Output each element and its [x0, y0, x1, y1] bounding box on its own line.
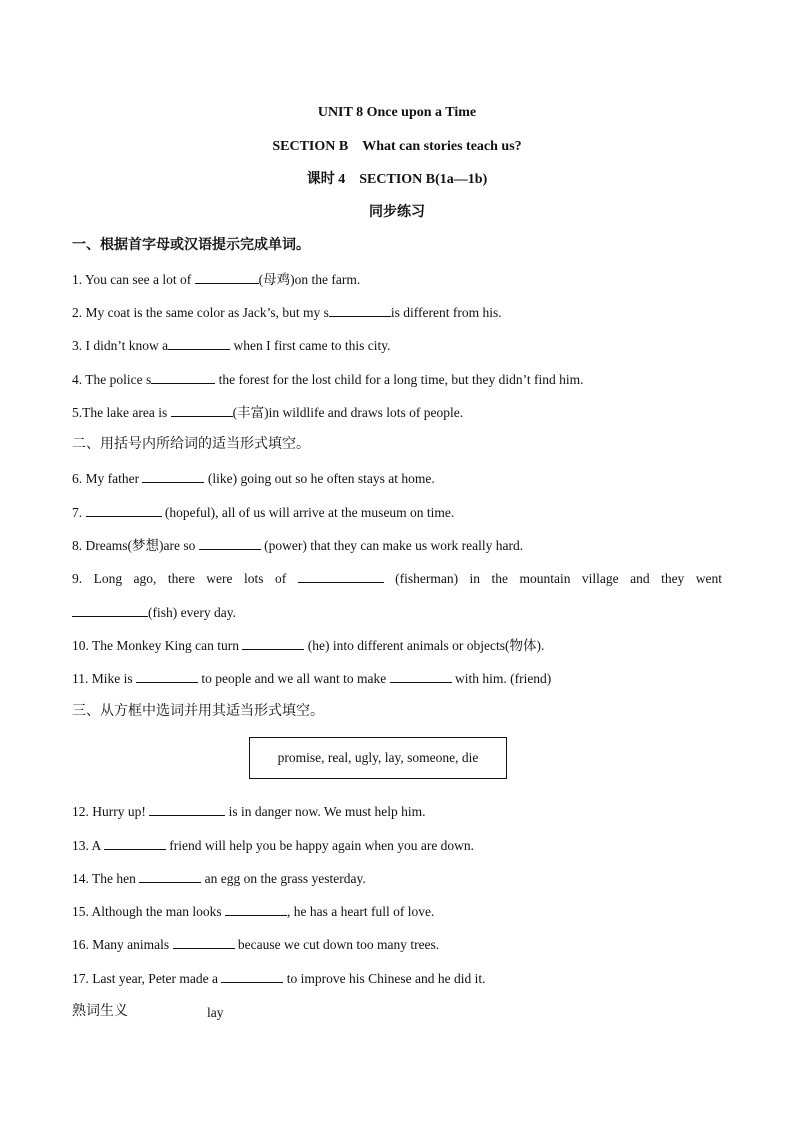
q10-text-a: 10. The Monkey King can turn — [72, 638, 243, 653]
q10-text-b: (he) into different animals or objects(物体). — [304, 638, 545, 653]
q14-text-a: 14. The hen — [72, 871, 140, 886]
question-15 — [72, 903, 434, 921]
question-11 — [72, 670, 551, 688]
question-14 — [72, 870, 366, 888]
q17-blank[interactable] — [221, 970, 283, 983]
question-2 — [72, 304, 502, 322]
q5-blank[interactable] — [171, 404, 233, 417]
question-5 — [72, 404, 463, 422]
lesson-title: 课时 4 SECTION B(1a—1b) — [306, 172, 488, 187]
q6-text-a: 6. My father — [72, 471, 143, 486]
q4-text-a: 4. The police s — [72, 372, 152, 387]
q11-text-a: 11. Mike is — [72, 671, 136, 686]
question-6 — [72, 470, 435, 488]
q4-blank[interactable] — [151, 371, 215, 384]
q9-text-a: 9. Long ago, there were lots of — [72, 571, 298, 586]
familiar-word: lay — [207, 1005, 224, 1020]
q8-blank[interactable] — [199, 537, 261, 550]
question-9-line1 — [72, 570, 722, 588]
q15-blank[interactable] — [225, 903, 287, 916]
word-box — [249, 737, 507, 779]
part2-heading: 二、用括号内所给词的适当形式填空。 — [72, 437, 310, 452]
q14-blank[interactable] — [139, 870, 201, 883]
question-9-line2 — [72, 604, 236, 622]
q16-text-b: because we cut down too many trees. — [234, 937, 440, 952]
q15-text-b: , he has a heart full of love. — [287, 904, 435, 919]
question-7 — [72, 504, 454, 522]
q6-text-b: (like) going out so he often stays at home. — [204, 471, 435, 486]
part3-heading: 三、从方框中选词并用其适当形式填空。 — [72, 704, 324, 719]
section-title: SECTION B What can stories teach us? — [272, 139, 522, 154]
q2-text-b: is different from his. — [390, 305, 502, 320]
q1-blank[interactable] — [195, 271, 259, 284]
q9-text-c: (fish) every day. — [148, 605, 236, 620]
q8-text-a: 8. Dreams(梦想)are so — [72, 538, 199, 553]
question-10 — [72, 637, 544, 655]
familiar-word-label: 熟词生义 — [72, 1004, 128, 1019]
q11-text-c: with him. (friend) — [451, 671, 552, 686]
q3-blank[interactable] — [168, 337, 230, 350]
q16-text-a: 16. Many animals — [72, 937, 173, 952]
q7-text-a: 7. — [72, 505, 86, 520]
q5-text-b: (丰富)in wildlife and draws lots of people. — [232, 405, 464, 420]
q10-blank[interactable] — [242, 637, 304, 650]
practice-title: 同步练习 — [369, 205, 425, 220]
q13-text-a: 13. A — [72, 838, 104, 853]
q12-blank[interactable] — [149, 803, 225, 816]
q15-text-a: 15. Although the man looks — [72, 904, 225, 919]
q1-text-b: (母鸡)on the farm. — [258, 272, 361, 287]
question-4 — [72, 371, 584, 389]
question-16 — [72, 936, 439, 954]
q17-text-b: to improve his Chinese and he did it. — [283, 971, 486, 986]
q4-text-b: the forest for the lost child for a long time, but they didn’t find him. — [215, 372, 584, 387]
q1-text-a: 1. You can see a lot of — [72, 272, 195, 287]
q7-blank[interactable] — [86, 504, 162, 517]
q14-text-b: an egg on the grass yesterday. — [201, 871, 366, 886]
question-3 — [72, 337, 390, 355]
q9-blank-1[interactable] — [298, 570, 384, 583]
q16-blank[interactable] — [173, 936, 235, 949]
q7-text-b: (hopeful), all of us will arrive at the museum on time. — [161, 505, 455, 520]
q8-text-b: (power) that they can make us work really hard. — [260, 538, 524, 553]
q3-text-a: 3. I didn’t know a — [72, 338, 169, 353]
q12-text-b: is in danger now. We must help him. — [225, 804, 426, 819]
q11-blank-2[interactable] — [390, 670, 452, 683]
q11-blank-1[interactable] — [136, 670, 198, 683]
q13-text-b: friend will help you be happy again when you are down. — [165, 838, 475, 853]
word-box-text: promise, real, ugly, lay, someone, die — [277, 750, 479, 765]
question-13 — [72, 837, 474, 855]
question-1 — [72, 271, 360, 289]
question-8 — [72, 537, 523, 555]
q2-text-a: 2. My coat is the same color as Jack’s, but my s — [72, 305, 329, 320]
q11-text-b: to people and we all want to make — [198, 671, 390, 686]
question-17 — [72, 970, 486, 988]
q17-text-a: 17. Last year, Peter made a — [72, 971, 222, 986]
q2-blank[interactable] — [329, 304, 391, 317]
q3-text-b: when I first came to this city. — [230, 338, 391, 353]
part1-heading: 一、根据首字母或汉语提示完成单词。 — [72, 238, 310, 253]
q6-blank[interactable] — [142, 470, 204, 483]
q9-blank-2[interactable] — [72, 604, 148, 617]
question-12 — [72, 803, 426, 821]
q5-text-a: 5.The lake area is — [72, 405, 171, 420]
q9-text-b: (fisherman) in the mountain village and they went — [383, 571, 723, 586]
q12-text-a: 12. Hurry up! — [72, 804, 150, 819]
q13-blank[interactable] — [104, 837, 166, 850]
unit-title: UNIT 8 Once upon a Time — [317, 105, 477, 120]
